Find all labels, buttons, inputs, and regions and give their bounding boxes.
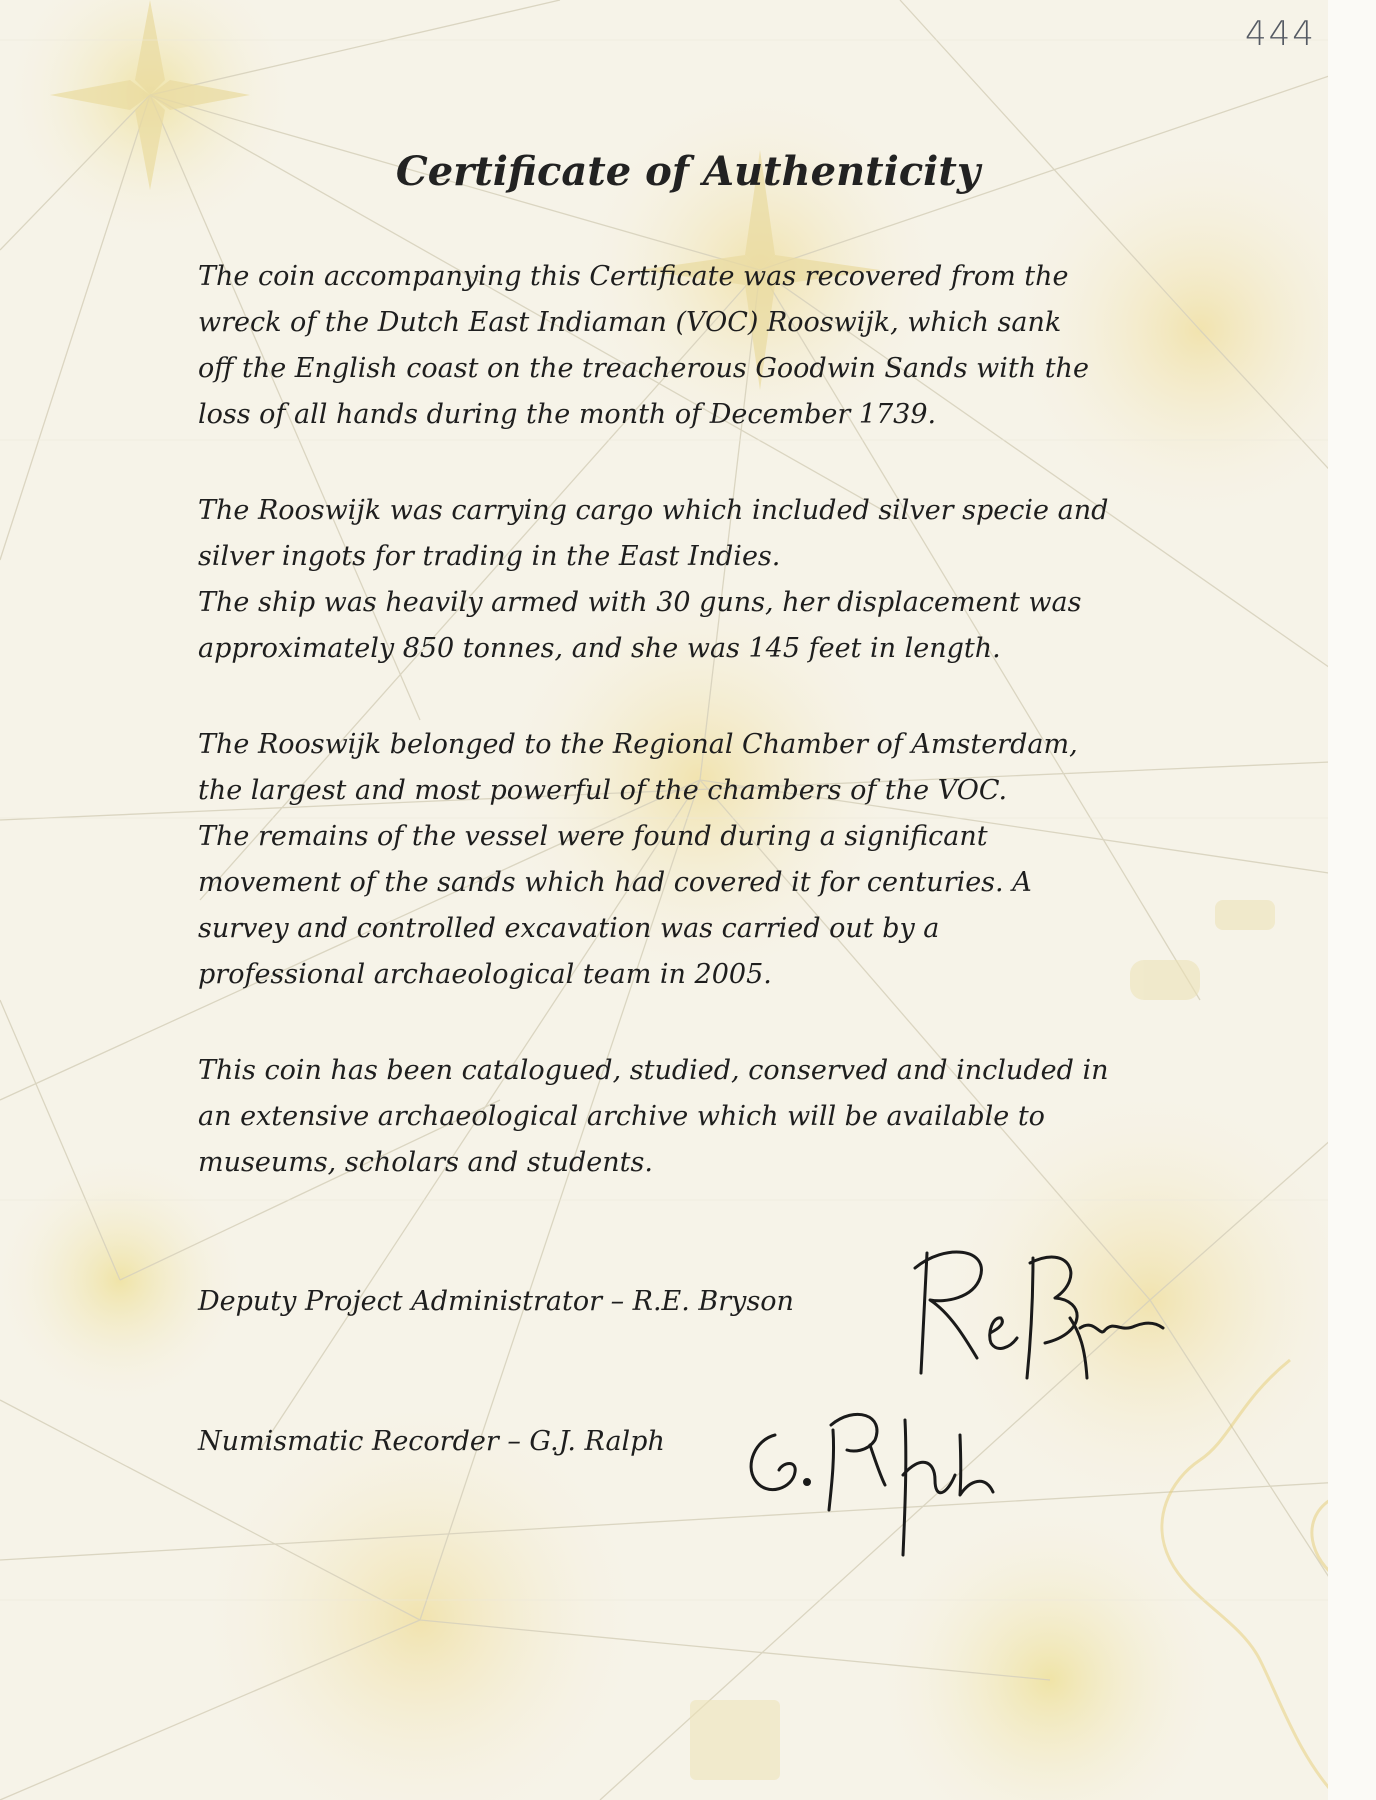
paragraph-chamber-excavation <box>198 722 1183 998</box>
text-line: off the English coast on the treacherous Goodwin Sands with the <box>198 353 1089 384</box>
text-line: The remains of the vessel were found during a significant <box>198 821 988 852</box>
signatory-numismatic-recorder: Numismatic Recorder – G.J. Ralph <box>198 1426 665 1457</box>
text-line: professional archaeological team in 2005. <box>198 959 772 990</box>
paragraph-archive <box>198 1048 1183 1186</box>
text-line: loss of all hands during the month of December 1739. <box>198 399 937 430</box>
text-line: The coin accompanying this Certificate was recovered from the <box>198 261 1069 292</box>
text-line: approximately 850 tonnes, and she was 145 feet in length. <box>198 633 1001 664</box>
text-line: museums, scholars and students. <box>198 1147 653 1178</box>
text-line: an extensive archaeological archive which will be available to <box>198 1101 1045 1132</box>
text-line: the largest and most powerful of the chambers of the VOC. <box>198 775 1008 806</box>
text-line: The ship was heavily armed with 30 guns, her displacement was <box>198 587 1082 618</box>
text-line: movement of the sands which had covered it for centuries. A <box>198 867 1032 898</box>
text-line: The Rooswijk was carrying cargo which included silver specie and <box>198 495 1109 526</box>
scan-edge-strip <box>1328 0 1376 1800</box>
text-line: This coin has been catalogued, studied, conserved and included in <box>198 1055 1109 1086</box>
paragraph-wreck-recovery <box>198 254 1183 438</box>
signature-ralph-image <box>735 1380 1035 1560</box>
signature-bryson-image <box>905 1238 1165 1383</box>
signatory-deputy-administrator: Deputy Project Administrator – R.E. Bryson <box>198 1286 794 1317</box>
text-line: survey and controlled excavation was carried out by a <box>198 913 940 944</box>
certificate-title: Certificate of Authenticity <box>395 148 981 195</box>
text-line: The Rooswijk belonged to the Regional Chamber of Amsterdam, <box>198 729 1078 760</box>
text-line: wreck of the Dutch East Indiaman (VOC) Rooswijk, which sank <box>198 307 1062 338</box>
text-line: silver ingots for trading in the East Indies. <box>198 541 781 572</box>
page-number: 444 <box>1245 14 1316 54</box>
paragraph-cargo <box>198 488 1183 672</box>
